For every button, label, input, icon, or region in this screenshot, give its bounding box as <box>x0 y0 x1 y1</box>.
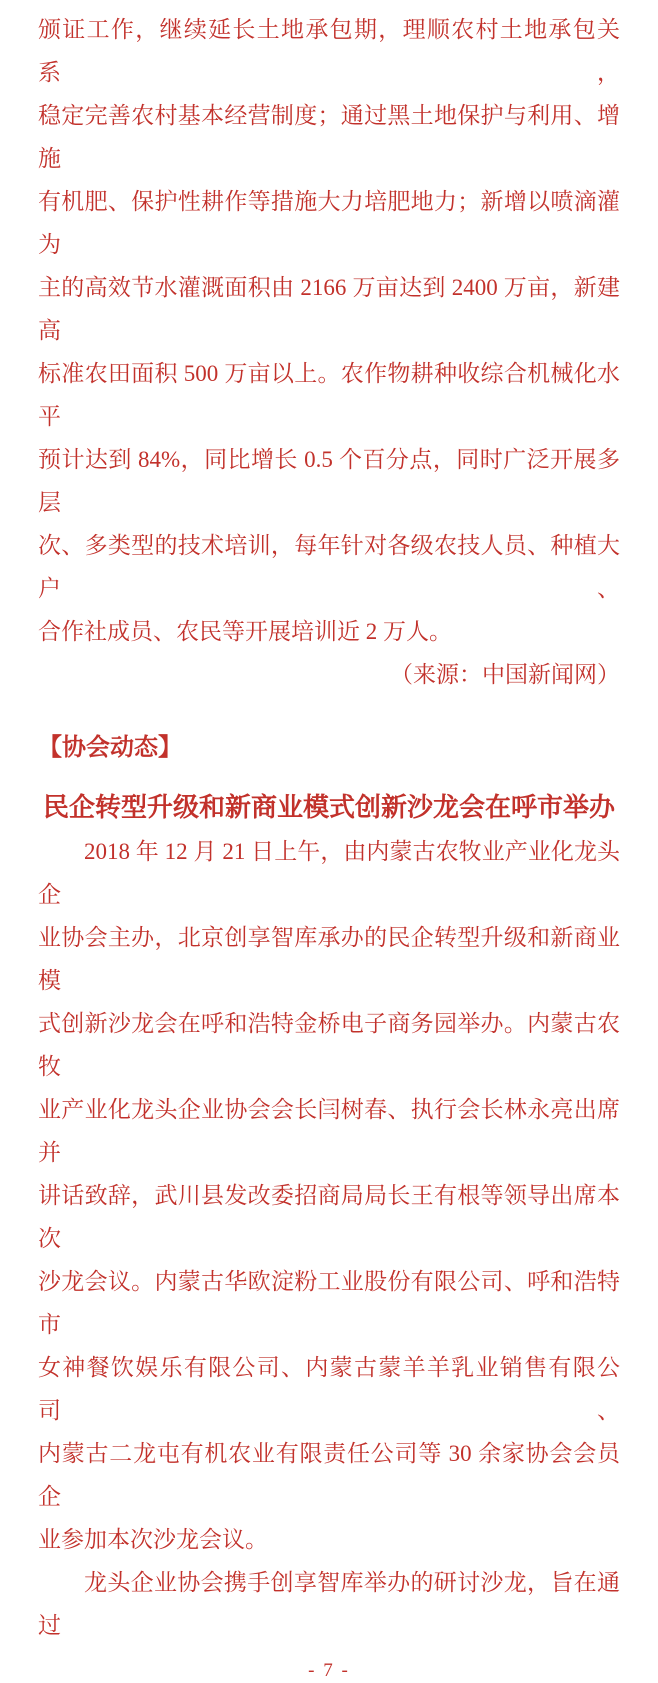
text-line: 稳定完善农村基本经营制度；通过黑土地保护与利用、增施 <box>38 103 620 171</box>
page-number: - 7 - <box>308 1660 350 1681</box>
text-line: 预计达到 84%，同比增长 0.5 个百分点，同时广泛开展多层 <box>38 447 620 515</box>
article-paragraph-2 <box>38 1561 620 1647</box>
text-line: 主的高效节水灌溉面积由 2166 万亩达到 2400 万亩，新建高 <box>38 275 620 343</box>
text-line: 业产业化龙头企业协会会长闫树春、执行会长林永亮出席并 <box>38 1097 620 1165</box>
text-line: 业参加本次沙龙会议。 <box>38 1527 268 1552</box>
section-header: 【协会动态】 <box>38 734 182 761</box>
text-line: 有机肥、保护性耕作等措施大力培肥地力；新增以喷滴灌为 <box>38 189 620 257</box>
text-line: 龙头企业协会携手创享智库举办的研讨沙龙，旨在通过 <box>38 1570 620 1638</box>
text-line: 颁证工作，继续延长土地承包期，理顺农村土地承包关系， <box>38 17 620 85</box>
text-line: 讲话致辞，武川县发改委招商局局长王有根等领导出席本次 <box>38 1183 620 1251</box>
text-line: 次、多类型的技术培训，每年针对各级农技人员、种植大户、 <box>38 533 620 601</box>
source-attribution: （来源：中国新闻网） <box>390 662 620 687</box>
text-line: 式创新沙龙会在呼和浩特金桥电子商务园举办。内蒙古农牧 <box>38 1011 620 1079</box>
text-line: 内蒙古二龙屯有机农业有限责任公司等 30 余家协会会员企 <box>38 1441 620 1509</box>
text-line: 女神餐饮娱乐有限公司、内蒙古蒙羊羊乳业销售有限公司、 <box>38 1355 620 1423</box>
text-line: 合作社成员、农民等开展培训近 2 万人。 <box>38 619 452 644</box>
article-title: 民企转型升级和新商业模式创新沙龙会在呼市举办 <box>42 793 615 822</box>
text-line: 沙龙会议。内蒙古华欧淀粉工业股份有限公司、呼和浩特市 <box>38 1269 620 1337</box>
text-line: 标准农田面积 500 万亩以上。农作物耕种收综合机械化水平 <box>38 361 620 429</box>
text-line: 业协会主办，北京创享智库承办的民企转型升级和新商业模 <box>38 925 620 993</box>
continued-paragraph <box>38 8 620 653</box>
text-line: 2018 年 12 月 21 日上午，由内蒙古农牧业产业化龙头企 <box>38 839 620 907</box>
article-paragraph-1 <box>38 830 620 1561</box>
